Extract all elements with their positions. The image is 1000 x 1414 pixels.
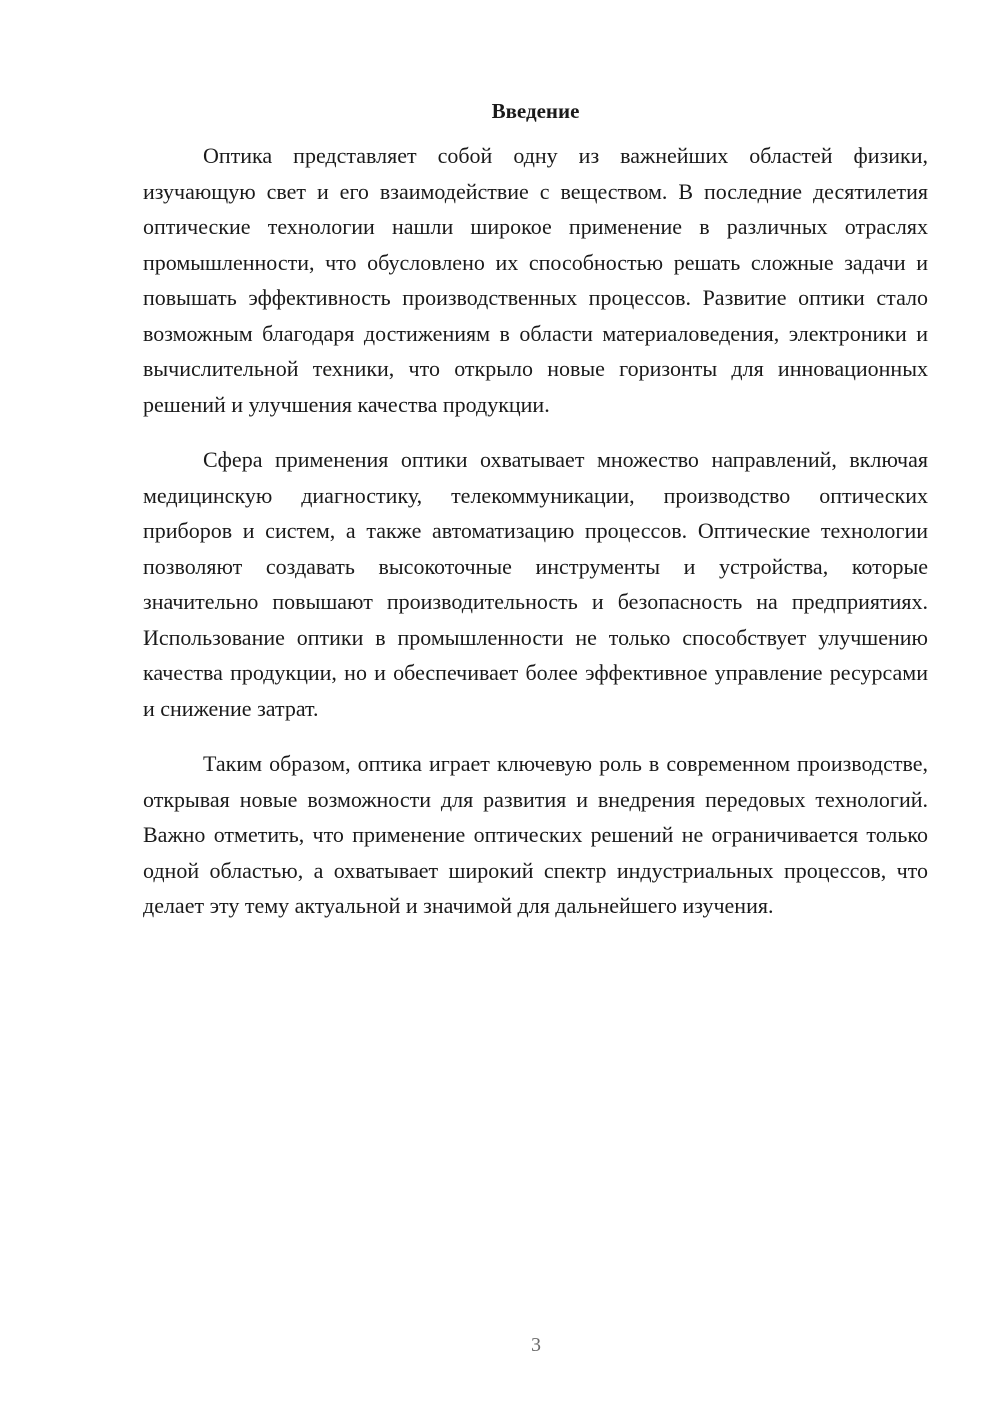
- paragraph: Таким образом, оптика играет ключевую роль в современном производстве, открывая новые возможности для развития и внедрения передовых технологий. Важно отметить, что применение оптических решений не ограничивается только одной областью, а охватывает широкий спектр индустриальных процессов, что делает эту тему актуальной и значимой для дальнейшего изучения.: [143, 751, 928, 918]
- page-number: 3: [531, 1334, 541, 1356]
- paragraph: Сфера применения оптики охватывает множество направлений, включая медицинскую диагностику, телекоммуникации, производство оптических приборов и систем, а также автоматизацию процессов. Оптические технологии позволяют создавать высокоточные инструменты и устройства, которые значительно повышают производительность и безопасность на предприятиях. Использование оптики в промышленности не только способствует улучшению качества продукции, но и обеспечивает более эффективное управление ресурсами и снижение затрат.: [143, 447, 928, 721]
- page-content: [143, 98, 928, 944]
- paragraph: Оптика представляет собой одну из важнейших областей физики, изучающую свет и его взаимодействие с веществом. В последние десятилетия оптические технологии нашли широкое применение в различных отраслях промышленности, что обусловлено их способностью решать сложные задачи и повышать эффективность производственных процессов. Развитие оптики стало возможным благодаря достижениям в области материаловедения, электроники и вычислительной техники, что открыло новые горизонты для инновационных решений и улучшения качества продукции.: [143, 143, 928, 417]
- section-heading: Введение: [491, 99, 580, 123]
